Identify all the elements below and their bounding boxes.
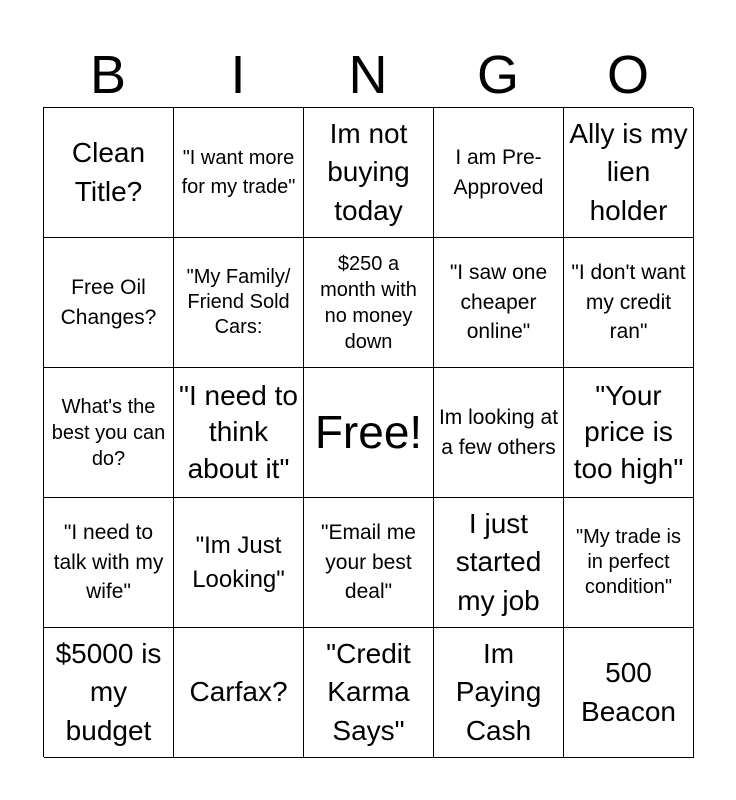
header-letter-g: G — [476, 45, 519, 105]
bingo-cell[interactable]: Im not buying today — [304, 108, 434, 238]
bingo-cell[interactable]: "I need to talk with my wife" — [44, 498, 174, 628]
bingo-cell[interactable]: Im Paying Cash — [434, 628, 564, 758]
bingo-cell[interactable]: I just started my job — [434, 498, 564, 628]
bingo-cell[interactable]: "I saw one cheaper online" — [434, 238, 564, 368]
bingo-header — [43, 42, 693, 108]
bingo-card-grid — [43, 107, 693, 757]
bingo-cell[interactable]: "Credit Karma Says" — [304, 628, 434, 758]
bingo-cell[interactable]: Free Oil Changes? — [44, 238, 174, 368]
bingo-cell[interactable]: $250 a month with no money down — [304, 238, 434, 368]
bingo-cell[interactable]: "I want more for my trade" — [174, 108, 304, 238]
bingo-cell[interactable]: Clean Title? — [44, 108, 174, 238]
bingo-cell[interactable]: Ally is my lien holder — [564, 108, 694, 238]
bingo-cell[interactable]: "Email me your best deal" — [304, 498, 434, 628]
free-space-cell[interactable]: Free! — [304, 368, 434, 498]
header-letter-n: N — [348, 45, 388, 105]
header-letter-o: O — [606, 45, 649, 105]
bingo-cell[interactable]: What's the best you can do? — [44, 368, 174, 498]
bingo-cell[interactable]: "I need to think about it" — [174, 368, 304, 498]
bingo-cell[interactable]: "Im Just Looking" — [174, 498, 304, 628]
header-letter-b: B — [89, 45, 127, 105]
bingo-cell[interactable]: I am Pre-Approved — [434, 108, 564, 238]
bingo-cell[interactable]: "Your price is too high" — [564, 368, 694, 498]
bingo-cell[interactable]: "My Family/ Friend Sold Cars: — [174, 238, 304, 368]
bingo-cell[interactable]: "My trade is in perfect condition" — [564, 498, 694, 628]
header-letter-i: I — [230, 45, 246, 105]
bingo-cell[interactable]: Im looking at a few others — [434, 368, 564, 498]
bingo-cell[interactable]: 500 Beacon — [564, 628, 694, 758]
bingo-cell[interactable]: "I don't want my credit ran" — [564, 238, 694, 368]
bingo-cell[interactable]: Carfax? — [174, 628, 304, 758]
bingo-cell[interactable]: $5000 is my budget — [44, 628, 174, 758]
